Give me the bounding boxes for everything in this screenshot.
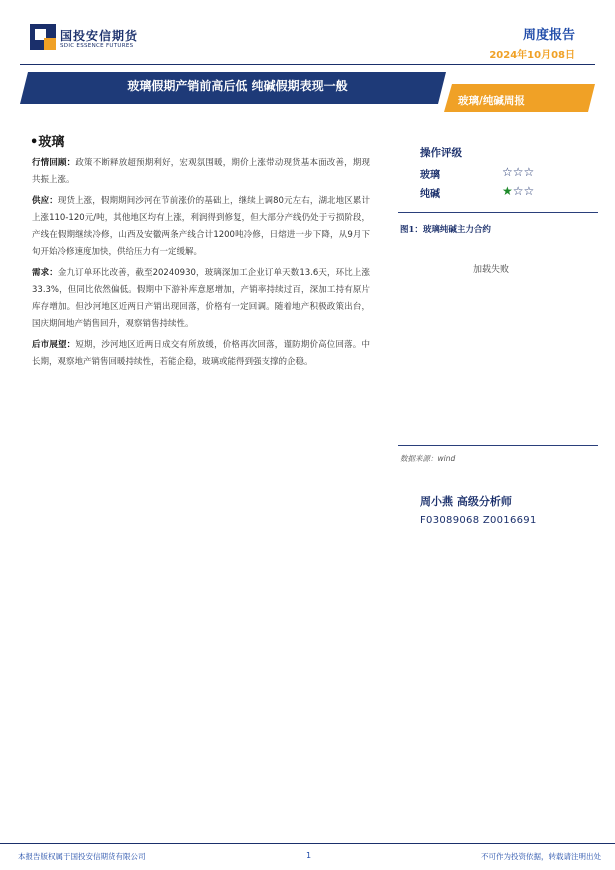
star-filled-icon: ★ bbox=[502, 184, 513, 198]
paragraph-label: 后市展望： bbox=[32, 340, 76, 350]
rating-stars bbox=[502, 165, 534, 179]
data-source: 数据来源：wind bbox=[400, 454, 456, 463]
analyst-license: F03089068 Z0016691 bbox=[420, 515, 537, 526]
section-title: 玻璃 bbox=[38, 135, 65, 150]
paragraph-text: 政策不断释放超预期利好，宏观氛围暖，期价上涨带动现货基本面改善，期现共振上涨。 bbox=[32, 158, 370, 185]
footer-copyright: 本报告版权属于国投安信期货有限公司 bbox=[18, 852, 146, 861]
rating-name: 玻璃 bbox=[420, 170, 440, 181]
section-heading bbox=[30, 131, 64, 150]
report-title: 玻璃假期产销前高后低 纯碱假期表现一般 bbox=[127, 79, 348, 93]
company-name-en: SDIC ESSENCE FUTURES bbox=[60, 43, 134, 49]
figure-load-failed: 加载失败 bbox=[473, 265, 510, 275]
rating-stars bbox=[502, 184, 534, 198]
star-empty-icon: ☆ bbox=[523, 165, 535, 179]
paragraph-outlook bbox=[32, 337, 370, 371]
company-name-cn: 国投安信期货 bbox=[60, 29, 139, 43]
paragraph-label: 供应： bbox=[32, 196, 58, 206]
paragraph-label: 行情回顾： bbox=[32, 158, 76, 168]
section-bullet: • bbox=[30, 135, 39, 150]
analyst-name: 周小燕 高级分析师 bbox=[420, 495, 512, 508]
star-empty-icon: ☆ bbox=[512, 165, 524, 179]
paragraph-demand bbox=[32, 265, 370, 333]
footer-disclaimer: 不可作为投资依据，转载请注明出处 bbox=[481, 852, 601, 861]
rating-heading: 操作评级 bbox=[420, 147, 462, 159]
report-category-tag: 玻璃/纯碱周报 bbox=[458, 95, 525, 107]
star-empty-icon: ☆ bbox=[512, 184, 524, 198]
paragraph-text: 短期，沙河地区近两日成交有所放缓，价格再次回落，谨防期价高位回落。中长期，观察地产销售回暖持续性，若能企稳，玻璃或能得到强支撑的企稳。 bbox=[32, 340, 370, 367]
paragraph-supply bbox=[32, 193, 370, 261]
figure-title: 图1：玻璃纯碱主力合约 bbox=[400, 225, 491, 235]
paragraph-label: 需求： bbox=[32, 268, 58, 278]
rating-row-soda-ash bbox=[420, 185, 550, 201]
report-date: 2024年10月08日 bbox=[489, 50, 575, 61]
header-rule bbox=[20, 64, 595, 65]
company-logo bbox=[30, 24, 56, 50]
rating-row-glass bbox=[420, 166, 550, 182]
paragraph-text: 金九订单环比改善，截至20240930，玻璃深加工企业订单天数13.6天，环比上涨33.3%，但同比依然偏低。假期中下游补库意愿增加，产销率持续过百，深加工持有原片库存增加。但沙河地区近两日产销出现回落，价格有一定回调。随着地产积极政策出台，国庆期间地产销售回升，观察销售持续性。 bbox=[32, 268, 370, 329]
rating-name: 纯碱 bbox=[420, 189, 440, 200]
star-empty-icon: ☆ bbox=[502, 165, 513, 179]
page-number: 1 bbox=[306, 851, 312, 860]
figure-top-rule bbox=[398, 212, 598, 213]
footer-rule bbox=[0, 843, 615, 844]
paragraph-market-review bbox=[32, 155, 370, 189]
analysis-body bbox=[32, 155, 370, 375]
figure-bottom-rule bbox=[398, 445, 598, 446]
paragraph-text: 现货上涨，假期期间沙河在节前涨价的基础上，继续上调80元左右，湖北地区累计上涨110-120元/吨，其他地区均有上涨，利润得到修复，但大部分产线仍处于亏损阶段，产线在假期继续冷修，山西及安徽两条产线合计1200吨冷修，日熔进一步下降，从9月下旬开始冷修速度加快，供给压力有一定缓解。 bbox=[32, 196, 370, 257]
star-empty-icon: ☆ bbox=[523, 184, 535, 198]
report-type: 周度报告 bbox=[522, 28, 575, 43]
